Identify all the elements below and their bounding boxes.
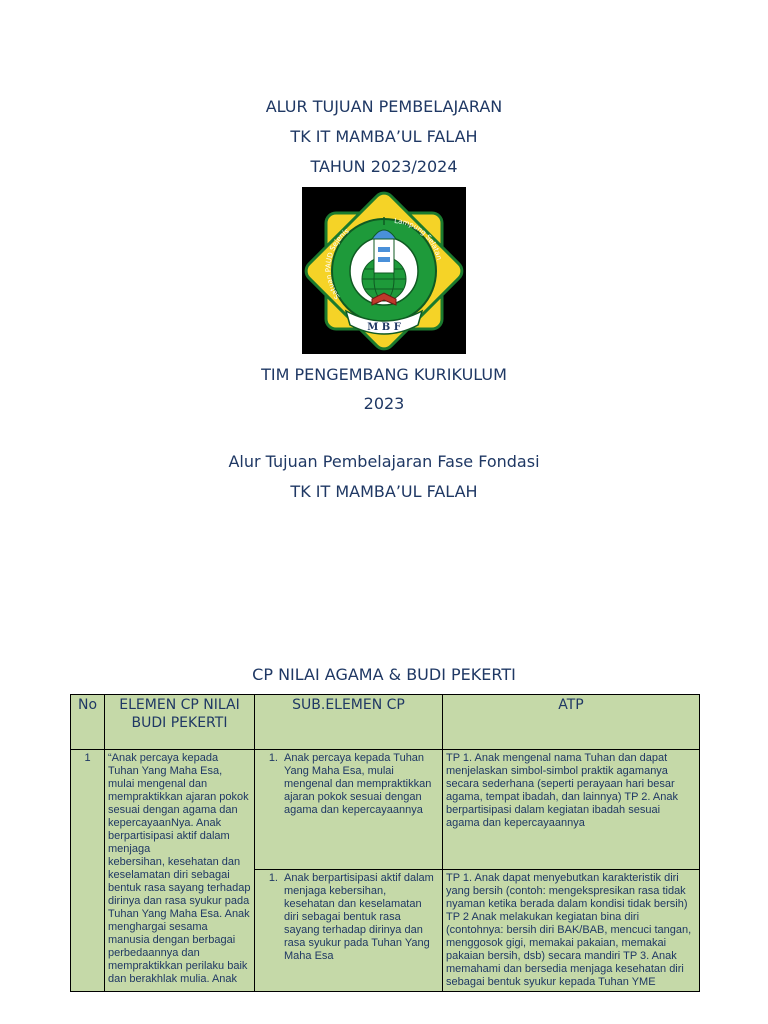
sub-elemen-text: Anak percaya kepada Tuhan Yang Maha Esa, mulai mengenal dan mempraktikkan ajaran pokok sesuai dengan agama dan kepercayaannya: [284, 752, 432, 816]
doc-title-line-2: TK IT MAMBA’UL FALAH: [290, 127, 478, 146]
elemen-cell: [105, 750, 255, 992]
atp-table: [70, 694, 700, 992]
header-sub-elemen: SUB.ELEMEN CP: [255, 695, 443, 750]
logo-arc-text-right: Lampung Selatan: [393, 216, 444, 261]
cp-section-title: CP NILAI AGAMA & BUDI PEKERTI: [252, 665, 516, 684]
elemen-paragraph-1: “Anak percaya kepada Tuhan Yang Maha Esa, mulai mengenal dan mempraktikkan ajaran pokok sesuai dengan agama dan kepercayaanNya. Anak berpartisipasi aktif dalam menjaga: [108, 752, 249, 855]
subtitle-line-2: TK IT MAMBA’UL FALAH: [290, 482, 478, 501]
school-logo: [302, 187, 466, 354]
doc-title-line-1: ALUR TUJUAN PEMBELAJARAN: [265, 97, 503, 116]
table-row: [71, 750, 700, 870]
team-year: 2023: [363, 394, 405, 413]
header-elemen: ELEMEN CP NILAI BUDI PEKERTI: [105, 695, 255, 750]
sub-elemen-cell-2: [255, 870, 443, 992]
logo-arc-text-left: Satuan PAUD Sejenis: [324, 226, 351, 301]
subtitle-line-1: Alur Tujuan Pembelajaran Fase Fondasi: [228, 452, 540, 471]
logo-ribbon-text: M B F: [367, 322, 401, 333]
sub-elemen-cell-1: [255, 750, 443, 870]
doc-title-line-3: TAHUN 2023/2024: [310, 157, 458, 176]
team-title: TIM PENGEMBANG KURIKULUM: [261, 365, 507, 384]
atp-cell-1: TP 1. Anak mengenal nama Tuhan dan dapat menjelaskan simbol-simbol praktik agamanya secara sederhana (seperti perayaan hari besar agama, tempat ibadah, dan lainnya) TP 2. Anak berpartisipasi dalam kegiatan ibadah sesuai agama dan kepercayaannya: [443, 750, 700, 870]
header-no: No: [71, 695, 105, 750]
sub-elemen-text: Anak berpartisipasi aktif dalam menjaga kebersihan, kesehatan dan keselamatan diri sebagai bentuk rasa sayang terhadap dirinya dan rasa syukur pada Tuhan Yang Maha Esa: [284, 872, 434, 962]
row-number: 1: [71, 750, 105, 992]
sub-elemen-number: 1.: [268, 752, 278, 764]
atp-cell-2: TP 1. Anak dapat menyebutkan karakteristik diri yang bersih (contoh: mengekspresikan rasa tidak nyaman ketika berada dalam kondisi tidak bersih) TP 2 Anak melakukan kegiatan bina diri (contohnya: bersih diri BAK/BAB, mencuci tangan, menggosok gigi, memakai pakaian, memakai pakaian bersih, dsb) secara mandiri TP 3. Anak memahami dan bersedia menjaga kesehatan diri sebagai bentuk syukur kepada Tuhan YME: [443, 870, 700, 992]
elemen-paragraph-2: kebersihan, kesehatan dan keselamatan diri sebagai bentuk rasa sayang terhadap dirinya dan rasa syukur pada Tuhan Yang Maha Esa. Anak menghargai sesama manusia dengan berbagai perbedaannya dan mempraktikkan perilaku baik dan berakhlak mulia. Anak: [108, 856, 251, 985]
sub-elemen-number: 1.: [268, 872, 278, 884]
header-atp: ATP: [443, 695, 700, 750]
